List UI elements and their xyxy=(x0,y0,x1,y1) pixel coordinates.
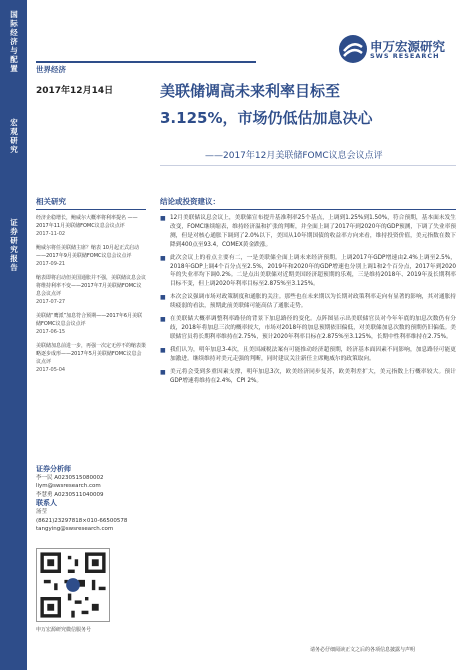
summary-point xyxy=(160,346,456,364)
qr-caption: 申万宏源研究微信服务号 xyxy=(36,627,92,633)
analyst-line: 李一民 A0230515080002 xyxy=(36,474,104,481)
related-item-date: 2017-06-15 xyxy=(36,329,66,335)
analyst-block xyxy=(36,465,146,534)
analyst-heading: 证券分析师 xyxy=(36,465,71,473)
summary-point xyxy=(160,368,456,386)
disclaimer-footer: 请务必仔细阅读正文之后的各项信息披露与声明 xyxy=(310,647,416,653)
contact-line: 汤莹 xyxy=(36,508,48,515)
bullet-icon: ■ xyxy=(160,294,166,302)
related-item xyxy=(36,274,146,306)
summary-point-text: 在美联储大概率调整利率路径的背景下加息路径的变化。点阵图显示出美联储官员对今年年底的加息次数仍有分歧，2018年将加息三次的概率较大，市场对2018年的加息预期依旧偏低，对美联储加息次数的预期仍旧偏低。美联储官员将长期利率维持在2.75%，预计2020年利率目标在2.875%至3.125%，长期中性利率维持在2.75%。 xyxy=(170,316,456,340)
related-item-date: 2017-05-04 xyxy=(36,367,66,373)
main-summary xyxy=(160,196,456,389)
section-label: 世界经济 xyxy=(36,65,66,74)
bullet-icon: ■ xyxy=(160,346,166,354)
summary-point xyxy=(160,214,456,250)
contact-heading: 联系人 xyxy=(36,499,57,508)
logo-mark-icon xyxy=(338,34,368,64)
company-logo xyxy=(338,34,458,66)
related-item-text: 美联储加息前进一步，再强一次定无停不的缩表策略逐步成形——2017年5月美联储FOMC议息会议点评 xyxy=(36,343,147,365)
related-research xyxy=(36,196,146,380)
sidebar-category: 国际经济与配置 xyxy=(10,10,18,73)
title-line-1: 美联储调高未来利率目标至 xyxy=(160,82,341,100)
related-item-date: 2017-11-02 xyxy=(36,231,66,237)
related-item xyxy=(36,342,146,374)
contact-phone: (8621)23297818×010-66500578 xyxy=(36,517,128,524)
contact-email[interactable]: tangying@swsresearch.com xyxy=(36,526,114,533)
logo-cn-text: 申万宏源研究 xyxy=(370,39,446,54)
related-item-date: 2017-09-21 xyxy=(36,261,66,267)
related-item xyxy=(36,214,146,238)
related-item-text: 经济企稳增长，鲍威尔大概率将利率提名 ——2017年11月美联储FOMC议息会议点评 xyxy=(36,215,138,229)
summary-point-text: 美元将会受到多重因素支撑，明年加息3次，欧美经济同步复苏，欧美利差扩大，美元指数上行概率较大。预计GDP增速将维持在2.4%，CPI 2%。 xyxy=(170,368,456,384)
bullet-icon: ■ xyxy=(160,316,166,324)
analyst-line: 李慧勇 A0230511040009 xyxy=(36,491,104,498)
summary-point xyxy=(160,254,456,290)
summary-point xyxy=(160,315,456,342)
header-rule xyxy=(36,61,256,63)
summary-point-text: 12月美联储议息会议上，美联储宣布提升基准利率25个基点，上调到1.25%到1.50%，符合预期，基本面未发生改变，FOMC继续缩表，维持经济温和扩张的判断，并全面上调了2017年到2020年的GDP预测，下调了失业率预测，但是对核心通胀下调到了2.0%以下，美国从10年期国债的收益率方向来看，维持投资价值，美元指数在数下降到400点至93.4，COMEX黄金跌涨。 xyxy=(170,215,456,248)
qr-code-icon xyxy=(36,548,110,622)
summary-heading: 结论或投资建议： xyxy=(160,196,456,210)
summary-point xyxy=(160,293,456,311)
related-item xyxy=(36,312,146,336)
bullet-icon: ■ xyxy=(160,368,166,376)
related-item-text: 鲍威尔将任美联储主席？缩表 10月起正式启动——2017年9月美联储FOMC议息会议点评 xyxy=(36,245,139,259)
related-item-text: 美联储“鹰派”加息符合预期——2017年6月美联储FOMC议息会议点评 xyxy=(36,313,143,327)
related-item-text: 缩表即将启动但美国通胀并不强，美联储议息会议将维持利率不变——2017年7月美联储FOMC议息会议点评 xyxy=(36,275,147,297)
title-divider xyxy=(160,165,456,166)
logo-en-text: SWS RESEARCH xyxy=(370,52,440,60)
report-subtitle: ——2017年12月美联储FOMC议息会议点评 xyxy=(205,151,383,161)
bullet-icon: ■ xyxy=(160,215,166,222)
title-line-2: 3.125%，市场仍低估加息决心 xyxy=(160,109,373,127)
summary-point-text: 本次会议强调市场对政策制度和通胀的关注。那些也在未来期以为长期对政策利率走向有显著的影响，其对通胀持续疲弱的看法，预期此前美联储可能高估了通胀走势。 xyxy=(170,294,456,310)
sidebar-type: 宏观研究 xyxy=(10,118,18,154)
analyst-email[interactable]: liym@swsresearch.com xyxy=(36,483,101,490)
related-item xyxy=(36,244,146,268)
bullet-icon: ■ xyxy=(160,254,166,262)
summary-point-text: 此次会议上的看点主要有二，一是美联储全面上调未来经济预期。上调2017年GDP增速由2.4%上调至2.5%，2018年GDP上调4个百分点至2.5%，2019年和2020年的GDP增速也分别上调1和2个百分点，2017年到2020年的失业率均下调0.2%。二是点出美联储对近期美国经济超预期的乐观，三是维持2018年、2019年及长期利率目标不变，但上调2020年利率目标至2.875%至3.125%。 xyxy=(170,254,456,288)
related-heading: 相关研究 xyxy=(36,196,146,210)
summary-point-text: 我们认为，明年加息3-4次，且美国减税法案有可能推动经济超预期，经济基本面因素不同影响，加息路径可能更加激进。继续维持对美元走强的判断，同时建议关注新任主席鲍威尔的政策取向。 xyxy=(170,346,456,362)
related-item-date: 2017-07-27 xyxy=(36,299,66,305)
report-date: 2017年12月14日 xyxy=(36,86,114,96)
sidebar-report-kind: 证券研究报告 xyxy=(10,218,18,272)
left-sidebar xyxy=(0,0,27,670)
